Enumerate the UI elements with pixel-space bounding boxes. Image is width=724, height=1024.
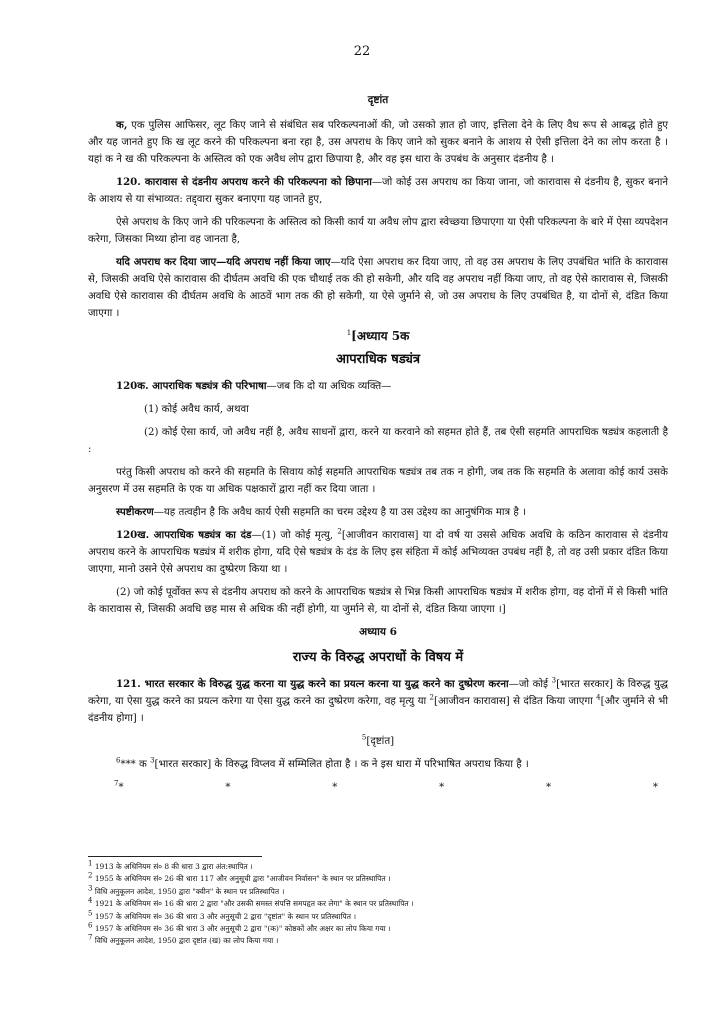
illustration-2-label: $^5$[दृष्टांत] xyxy=(361,733,395,747)
star: * xyxy=(652,782,658,793)
section-121: 121. भारत सरकार के विरुद्ध युद्ध करना या युद्ध करने का प्रयत्न करना या युद्ध करने का दुष्प्रेरण करना—जो कोई $^3$[भारत सरकार] के विरुद्ध युद्ध करेगा, या ऐसा युद्ध करने का प्रयत्न करेगा या ऐसा युद्ध करने का दुष्प्रेरण करेगा, वह मृत्यु या $^2$[आजीवन कारावास] से दंडित किया जाएगा $^4$[और जुर्माने से भी दंडनीय होगा] । xyxy=(88,676,669,724)
footnote-ref: 2 xyxy=(429,693,434,702)
explanation-text: —यह तत्वहीन है कि अवैध कार्य ऐसी सहमति का चरम उद्देश्य है या उस उद्देश्य का आनुषंगिक मात्र है । xyxy=(153,507,526,518)
section-120-para-3 xyxy=(88,254,668,322)
footnote-ref: 1 xyxy=(346,329,352,337)
chapter-6-title: राज्य के विरुद्ध अपराधों के विषय में xyxy=(292,650,464,665)
footnote-ref: 3 xyxy=(551,676,557,685)
section-120b-title: 120ख. आपराधिक षड्यंत्र का दंड xyxy=(116,529,252,541)
section-120-para-2: ऐसे अपराध के किए जाने की परिकल्पना के अस्तित्व को किसी कार्य या अवैध लोप द्वारा स्वेच्छया छिपाएगा या ऐसी परिकल्पना के बारे में ऐसा व्यपदेशन करेगा, जिसका मिथ्या होना वह जानता है, xyxy=(88,217,668,245)
footnote: $^7$ विधि अनुकूलन आदेश, 1950 द्वारा दृष्टांत (ख) का लोप किया गया । xyxy=(88,933,279,946)
chapter-5a-title: आपराधिक षड्यंत्र xyxy=(335,352,421,367)
section-120-para-3-title: यदि अपराध कर दिया जाए—यदि अपराध नहीं किया जाए xyxy=(116,256,331,268)
omission-stars xyxy=(88,779,668,796)
footnote: $^5$ 1957 के अधिनियम सं० 36 की धारा 3 और अनुसूची 2 द्वारा "दृष्टांत" के स्थान पर प्रतिस्थापित । xyxy=(88,909,357,921)
illustration-heading: दृष्टांत xyxy=(367,94,389,106)
section-120 xyxy=(88,174,668,208)
footnote-ref: 2 xyxy=(337,527,342,536)
footnote: $^3$ विधि अनुकूलन आदेश, 1950 द्वारा "क्वीन" के स्थान पर प्रतिस्थापित । xyxy=(88,884,285,896)
star: * xyxy=(439,782,445,793)
illustration-text: एक पुलिस आफिसर, लूट किए जाने से संबंधित सब परिकल्पनाओं की, जो उसको ज्ञात हो जाए, इत्तिला देने के लिए वैध रूप से आबद्ध होते हुए और यह जानते हुए कि ख लूट करने की परिकल्पना बना रहा है, उस अपराध के किए जाने को सुकर बनाने के आशय से ऐसी इत्तिला देने का लोप करता है । यहां क ने ख की परिकल्पना के अस्तित्व को एक अवैध लोप द्वारा छिपाया है, और वह इस धारा के उपबंध के अनुसार दंडनीय है । xyxy=(88,120,668,165)
footnote-ref: 7 xyxy=(114,779,119,788)
section-121-title: 121. भारत सरकार के विरुद्ध युद्ध करना या युद्ध करने का प्रयत्न करना या युद्ध करने का दुष्प्रेरण करना xyxy=(116,678,509,690)
footnote-ref: 6 xyxy=(116,756,121,765)
page-number: 22 xyxy=(353,44,371,59)
section-120b: 120ख. आपराधिक षड्यंत्र का दंड—(1) जो कोई मृत्यु, $^2$[आजीवन कारावास] या दो वर्ष या उससे अधिक अवधि के कठिन कारावास से दंडनीय अपराध करने के आपराधिक षड्यंत्र में शरीक होगा, यदि ऐसे षड्यंत्र के दंड के लिए इस संहिता में कोई अभिव्यक्त उपबंध नहीं है, तो वह उसी प्रकार दंडित किया जाएगा, मानो उसने ऐसे अपराध का दुष्प्रेरण किया था । xyxy=(88,527,668,575)
footnote: $^1$ 1913 के अधिनियम सं० 8 की धारा 3 द्वारा अंत:स्थापित । xyxy=(88,859,253,871)
footnote-ref: 5 xyxy=(361,733,367,742)
explanation-title: स्पष्टीकरण xyxy=(116,506,154,518)
footnotes xyxy=(88,856,668,948)
illustration-2-text: $^6$*** क $^3$[भारत सरकार] के विरुद्ध विप्लव में सम्मिलित होता है । क ने इस धारा में परिभाषित अपराध किया है । xyxy=(116,756,529,770)
chapter-6-label: अध्याय 6 xyxy=(359,626,397,638)
section-120a xyxy=(88,378,668,395)
chapter-5a-label: $^1$[अध्याय 5क xyxy=(346,329,410,343)
footnote-ref: 4 xyxy=(596,693,601,702)
section-120a-item-1: (1) कोई अवैध कार्य, अथवा xyxy=(144,404,249,415)
illustration-label: क, xyxy=(116,119,128,131)
section-120a-title: 120क. आपराधिक षड्यंत्र की परिभाषा xyxy=(116,380,267,392)
star: * xyxy=(545,782,552,793)
section-120a-explanation xyxy=(88,504,668,521)
section-120-para-3-text: —यदि ऐसा अपराध कर दिया जाए, तो वह उस अपराध के लिए उपबंधित भांति के कारावास से, जिसकी अवधि ऐसे कारावास की दीर्घतम अवधि की एक चौथाई तक की हो सकेगी, और यदि वह अपराध नहीं किया जाए, तो वह ऐसे कारावास से, जिसकी अवधि ऐसे कारावास की दीर्घतम अवधि के आठवें भाग तक की हो सकेगी, या ऐसे जुर्माने से, जो उस अपराध के लिए उपबंधित है, या दोनों से, दंडित किया जाएगा । xyxy=(88,257,669,319)
document-body xyxy=(88,88,668,796)
section-120b-para-2: (2) जो कोई पूर्वोक्त रूप से दंडनीय अपराध को करने के आपराधिक षड्यंत्र से भिन्न किसी आपराधिक षड्यंत्र में शरीक होगा, वह दोनों में से किसी भांति के कारावास से, जिसकी अवधि छह मास से अधिक की नहीं होगी, या जुर्माने से, या दोनों से, दंडित किया जाएगा ।] xyxy=(88,587,668,615)
section-120-title: 120. कारावास से दंडनीय अपराध करने की परिकल्पना को छिपाना xyxy=(116,176,372,188)
section-120a-text: —जब कि दो या अधिक व्यक्ति— xyxy=(266,381,392,392)
footnote: $^6$ 1957 के अधिनियम सं० 36 की धारा 3 और अनुसूची 2 द्वारा "(क)" कोष्ठकों और अक्षर का लोप किया गया । xyxy=(88,921,391,934)
star: * xyxy=(225,782,231,793)
section-120a-item-2: (2) कोई ऐसा कार्य, जो अवैध नहीं है, अवैध साधनों द्वारा, करने या करवाने को सहमत होते हैं, तब ऐसी सहमति आपराधिक षड्यंत्र कहलाती है : xyxy=(88,427,668,455)
illustration-paragraph xyxy=(88,117,668,168)
footnote: $^2$ 1955 के अधिनियम सं० 26 की धारा 117 और अनुसूची द्वारा "आजीवन निर्वासन" के स्थान पर प्रतिस्थापित । xyxy=(88,871,391,884)
star: * xyxy=(332,782,338,793)
footnote: $^4$ 1921 के अधिनियम सं० 16 की धारा 2 द्वारा "और उसकी समस्त संपत्ति समपहृत कर लेगा" के स्थान पर प्रतिस्थापित । xyxy=(88,896,414,909)
section-120a-proviso: परंतु किसी अपराध को करने की सहमति के सिवाय कोई सहमति आपराधिक षड्यंत्र तब तक न होगी, जब तक कि सहमति के अलावा कोई कार्य उसके अनुसरण में उस सहमति के एक या अधिक पक्षकारों द्वारा नहीं कर दिया जाता । xyxy=(88,467,668,495)
footnote-ref: 3 xyxy=(150,756,155,765)
footnote-divider xyxy=(88,856,262,857)
star: * xyxy=(118,782,124,793)
section-120-text: —जो कोई उस अपराध का किया जाना, जो कारावास से दंडनीय है, सुकर बनाने के आशय से या संभाव्यत: तद्द्वारा सुकर बनाएगा यह जानते हुए, xyxy=(88,177,668,205)
